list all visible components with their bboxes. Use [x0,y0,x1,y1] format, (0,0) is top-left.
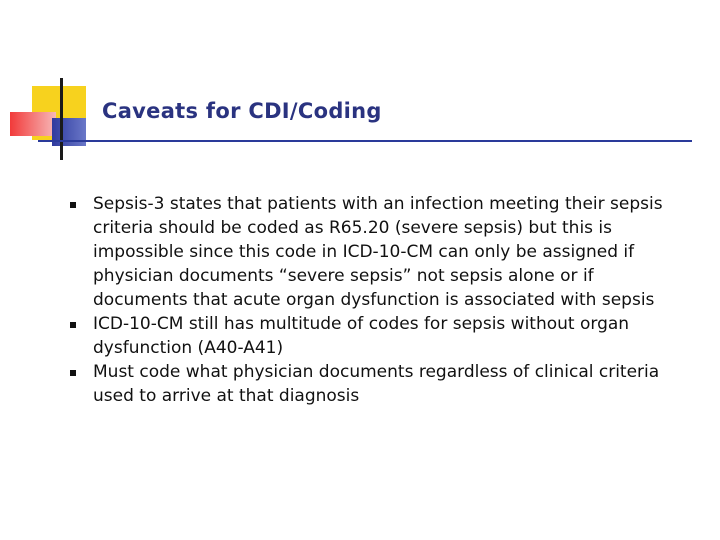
square-bullet-icon [70,202,76,208]
bullet-list [62,192,692,408]
bullet-item [62,192,692,312]
bullet-item [62,360,692,408]
decor-vertical-line [60,78,63,160]
decor-red-bar [10,112,56,136]
bullet-text: ICD-10-CM still has multitude of codes for sepsis without organ dysfunction (A40-A41) [93,314,630,358]
square-bullet-icon [70,322,76,328]
bullet-text: Sepsis-3 states that patients with an infection meeting their sepsis criteria should be coded as R65.20 (severe sepsis) but this is impossible since this code in ICD-10-CM can only be assigned if physician documents “severe sepsis” not sepsis alone or if documents that acute organ dysfunction is associated with sepsis [93,194,663,310]
square-bullet-icon [70,370,76,376]
bullet-item [62,312,692,360]
bullet-text: Must code what physician documents regardless of clinical criteria used to arrive at that diagnosis [93,362,660,406]
slide-title: Caveats for CDI/Coding [102,99,382,123]
title-underline [38,140,692,142]
